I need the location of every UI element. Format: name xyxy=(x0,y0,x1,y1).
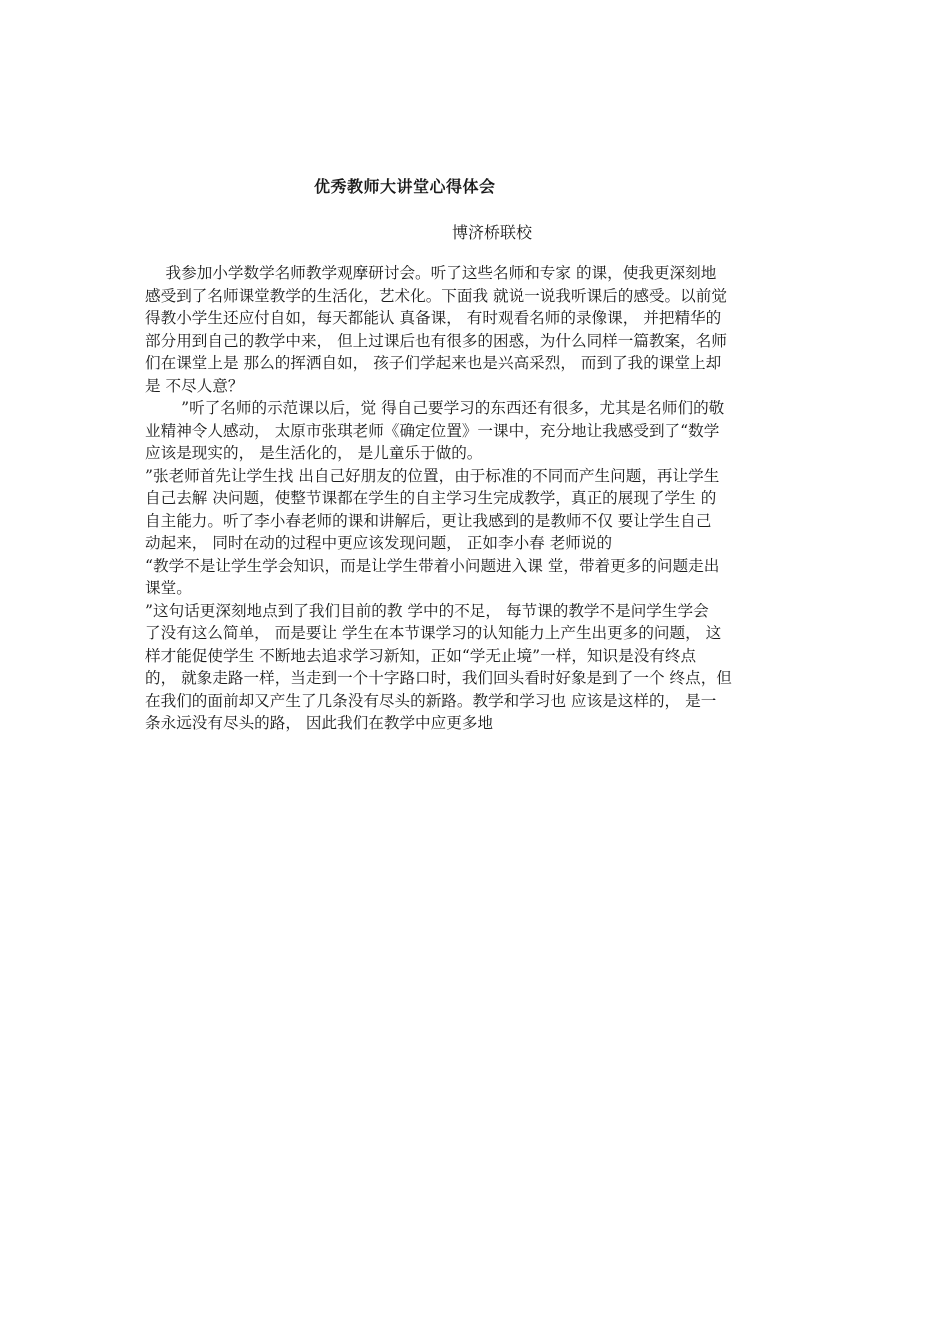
body-line: 业精神令人感动， 太原市张琪老师《确定位置》一课中，充分地让我感受到了“数学 xyxy=(145,421,720,440)
body-line: 自主能力。听了李小春老师的课和讲解后，更让我感到的是教师不仅 要让学生自己 xyxy=(145,511,712,530)
body-line: 我参加小学数学名师教学观摩研讨会。听了这些名师和专家 的课，使我更深刻地 xyxy=(145,264,717,282)
body-line: 在我们的面前却又产生了几条没有尽头的新路。教学和学习也 应该是这样的， 是一 xyxy=(145,691,717,710)
body-line: 是 不尽人意？ xyxy=(145,376,244,395)
body-line: 的， 就象走路一样，当走到一个十字路口时，我们回头看时好象是到了一个 终点，但 xyxy=(145,669,732,687)
document-author: 博济桥联校 xyxy=(452,223,533,242)
body-line: “教学不是让学生学会知识，而是让学生带着小问题进入课 堂，带着更多的问题走出 xyxy=(145,556,720,575)
body-line: 感受到了名师课堂教学的生活化，艺术化。下面我 就说一说我听课后的感受。以前觉 xyxy=(145,286,727,305)
body-line: 课堂。 xyxy=(145,579,192,597)
body-line: 们在课堂上是 那么的挥洒自如， 孩子们学起来也是兴高采烈， 而到了我的课堂上却 xyxy=(145,354,722,372)
document-body xyxy=(145,262,813,735)
body-line: 自己去解 决问题，使整节课都在学生的自主学习生完成教学，真正的展现了学生 的 xyxy=(145,489,717,507)
body-line: 动起来， 同时在动的过程中更应该发现问题， 正如李小春 老师说的 xyxy=(145,534,613,552)
body-line: ”听了名师的示范课以后，觉 得自己要学习的东西还有很多，尤其是名师们的敬 xyxy=(145,399,725,417)
document-title: 优秀教师大讲堂心得体会 xyxy=(314,177,496,196)
body-line: 应该是现实的， 是生活化的， 是儿童乐于做的。 xyxy=(145,444,483,462)
body-line: 条永远没有尽头的路， 因此我们在教学中应更多地 xyxy=(145,714,494,732)
body-line: 部分用到自己的教学中来， 但上过课后也有很多的困惑，为什么同样一篇教案，名师 xyxy=(145,331,727,350)
body-line: ”这句话更深刻地点到了我们目前的教 学中的不足， 每节课的教学不是问学生学会 xyxy=(145,601,709,620)
body-line: ”张老师首先让学生找 出自己好朋友的位置，由于标准的不同而产生问题，再让学生 xyxy=(145,466,720,485)
body-line: 了没有这么简单， 而是要让 学生在本节课学习的认知能力上产生出更多的问题， 这 xyxy=(145,624,722,642)
body-line: 样才能促使学生 不断地去追求学习新知，正如“学无止境”一样，知识是没有终点 xyxy=(145,646,697,665)
body-line: 得教小学生还应付自如，每天都能认 真备课， 有时观看名师的录像课， 并把精华的 xyxy=(145,309,722,327)
